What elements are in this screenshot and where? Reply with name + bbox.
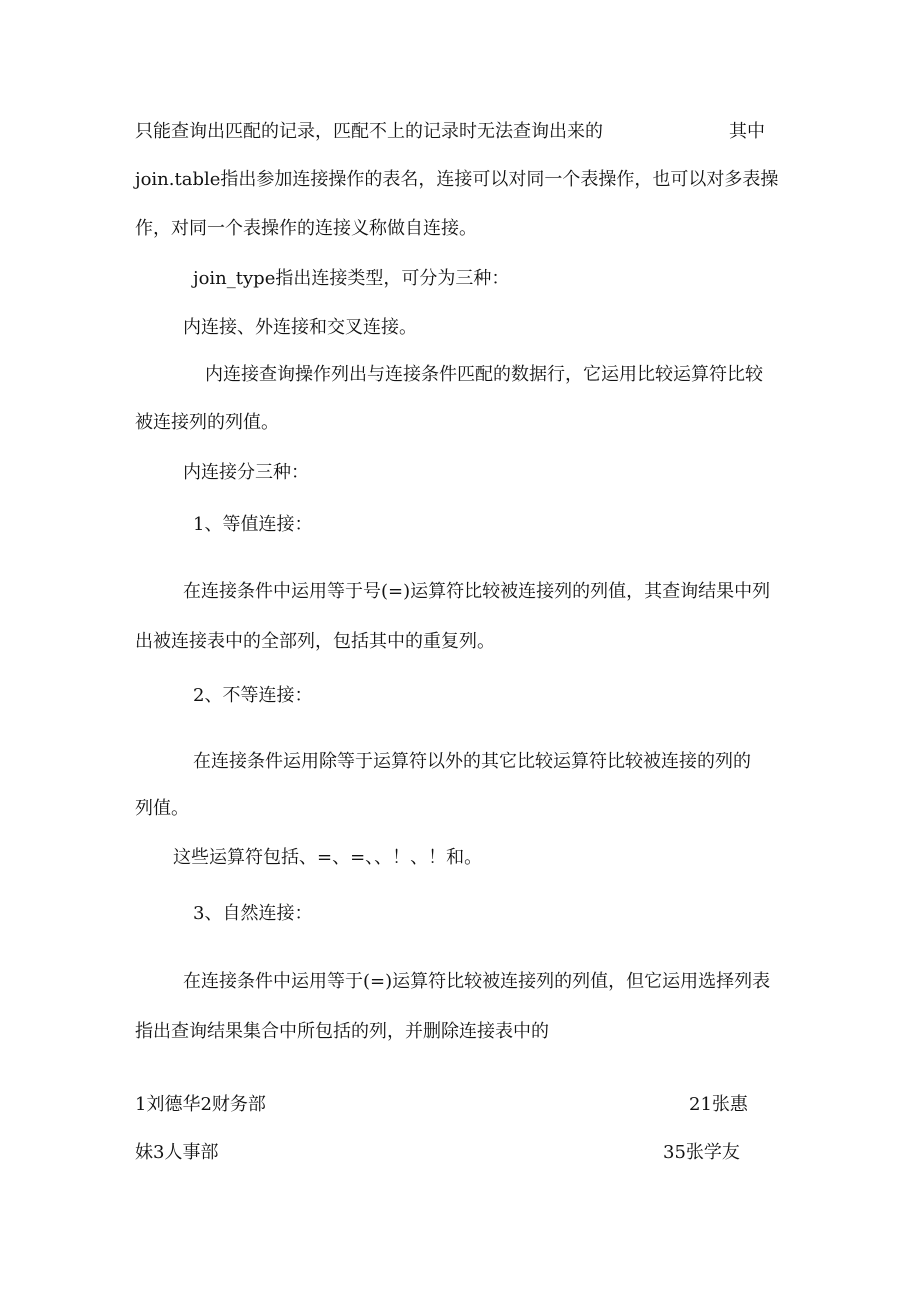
paragraph-line: 指出查询结果集合中所包括的列，并删除连接表中的 [135,1021,549,1042]
paragraph-line: 列值。 [135,798,189,819]
section-heading: 1、等值连接： [193,514,313,535]
data-row-left: 1刘德华2财务部 [135,1094,266,1115]
section-heading: 3、自然连接： [193,903,313,924]
paragraph-line: join_type指出连接类型，可分为三种： [193,268,510,289]
paragraph-line: 在连接条件运用除等于运算符以外的其它比较运算符比较被连接的列的 [193,751,751,772]
paragraph-line-right: 其中 [729,121,765,142]
paragraph-line: 被连接列的列值。 [135,412,279,433]
paragraph-line: 内连接、外连接和交叉连接。 [183,317,417,338]
paragraph-line: 在连接条件中运用等于号(=)运算符比较被连接列的列值，其查询结果中列 [183,581,771,602]
paragraph-line: 作，对同一个表操作的连接义称做自连接。 [135,218,477,239]
paragraph-line: 在连接条件中运用等于(=)运算符比较被连接列的列值，但它运用选择列表 [183,971,771,992]
paragraph-line: 只能查询出匹配的记录，匹配不上的记录时无法查询出来的 [135,121,603,142]
data-row-right: 21张惠 [689,1094,748,1115]
data-row-right: 35张学友 [663,1142,740,1163]
section-heading: 2、不等连接： [193,685,313,706]
paragraph-line: 内连接分三种： [183,462,309,483]
data-row-left: 妹3人事部 [135,1142,219,1163]
paragraph-line: 这些运算符包括、=、=、、！、！和。 [173,847,483,868]
paragraph-line: 出被连接表中的全部列，包括其中的重复列。 [135,631,495,652]
paragraph-line: join.table指出参加连接操作的表名，连接可以对同一个表操作，也可以对多表操 [135,169,779,190]
paragraph-line: 内连接查询操作列出与连接条件匹配的数据行，它运用比较运算符比较 [205,364,763,385]
